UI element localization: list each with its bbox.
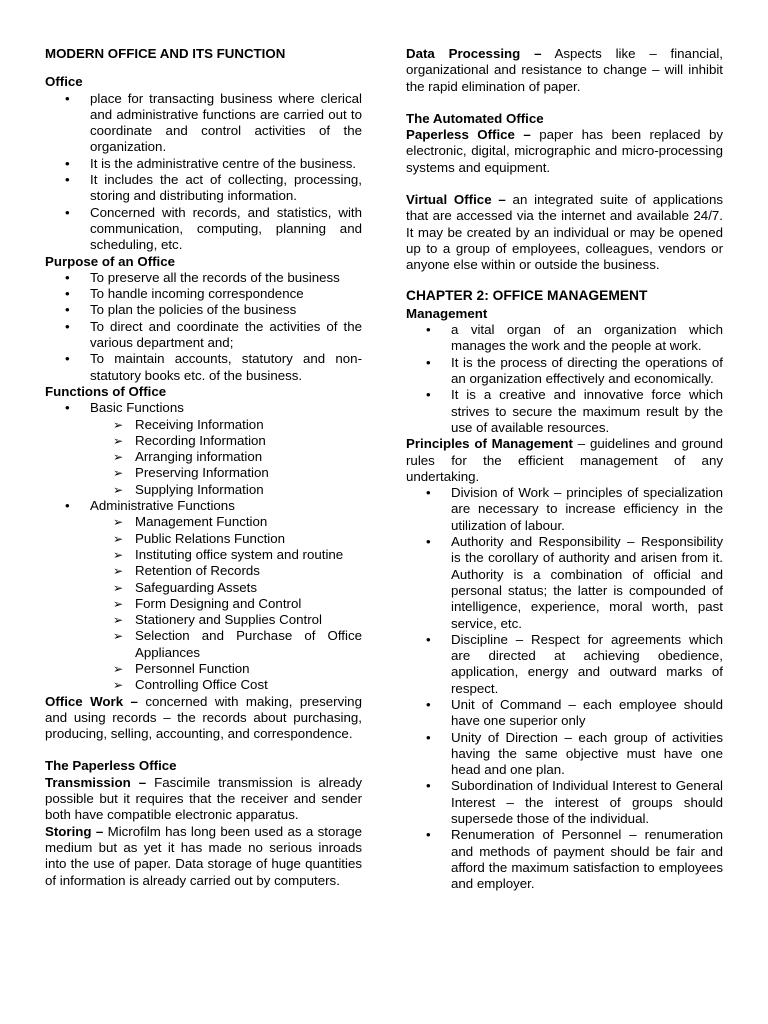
management-list [406, 322, 723, 436]
left-column [45, 46, 362, 889]
list-item: • It is a creative and innovative force which strives to secure the maximum result by the use of available resources. [426, 387, 723, 435]
list-item: • Unity of Direction – each group of activities having the same objective must have one head and one plan. [426, 729, 723, 778]
list-item: • a vital organ of an organization which manages the work and the people at work. [426, 322, 723, 354]
purpose-list [45, 270, 362, 384]
list-item: ➢ Public Relations Function [113, 530, 286, 546]
paperless-heading: The Paperless Office [45, 758, 177, 774]
list-item: ➢ Instituting office system and routine [113, 546, 344, 562]
chapter-heading: CHAPTER 2: OFFICE MANAGEMENT [406, 287, 648, 303]
admin-functions-list [45, 514, 362, 693]
list-item: • It is the process of directing the operations of an organization effectively and economically. [426, 354, 723, 387]
list-item: • Discipline – Respect for agreements which are directed at achieving obedience, application, energy and outward marks of respect. [426, 631, 723, 696]
list-item: • To direct and coordinate the activities of the various department and; [65, 318, 362, 351]
list-item: ➢ Form Designing and Control [113, 595, 302, 611]
list-item: • To preserve all the records of the business [65, 269, 340, 285]
functions-heading: Functions of Office [45, 383, 167, 399]
list-item: ➢ Recording Information [113, 432, 266, 448]
principles-paragraph: Principles of Management – guidelines and ground rules for the efficient management of any undertaking. [406, 436, 723, 484]
list-item: • Authority and Responsibility – Responsibility is the corollary of authority and arisen from it. Authority is a combination of official and personal status; the latter is compounded of intelligence, experience, moral worth, past service, etc. [426, 534, 723, 631]
paperless-office-paragraph: Paperless Office – paper has been replaced by electronic, digital, micrographic and micro-processing systems and equipment. [406, 127, 723, 175]
list-item: • To handle incoming correspondence [65, 286, 304, 302]
list-item: ➢ Preserving Information [113, 465, 269, 481]
list-item: • Administrative Functions ➢ Management Function ➢ Public Relations Function ➢ Instituting office system and routine ➢ Retention of Records ➢ Safeguarding Assets ➢ Form Designing and Control ➢ Stationery and Supplies Control ➢ Selection and Purchase of Office Appliances ➢ Personnel Function ➢ Controlling Office Cost [45, 498, 362, 694]
list-item: • Basic Functions ➢ Receiving Information ➢ Recording Information ➢ Arranging information ➢ Preserving Information ➢ Supplying Information [45, 400, 362, 498]
document-title: MODERN OFFICE AND ITS FUNCTION [45, 46, 286, 61]
list-item: • To plan the policies of the business [65, 302, 297, 318]
list-item: ➢ Management Function [113, 514, 268, 530]
principles-list [406, 485, 723, 892]
transmission-paragraph: Transmission – Fascimile transmission is already possible but it requires that the receiver and sender both have compatible electronic apparatus. [45, 774, 362, 823]
automated-heading: The Automated Office [406, 110, 544, 126]
list-item: ➢ Arranging information [113, 449, 263, 465]
list-item: ➢ Stationery and Supplies Control [113, 612, 323, 628]
right-column [406, 46, 723, 893]
purpose-heading: Purpose of an Office [45, 253, 176, 269]
list-item: ➢ Selection and Purchase of Office Appliances [113, 628, 362, 660]
data-processing-paragraph: Data Processing – Aspects like – financial, organizational and resistance to change – will inhibit the rapid elimination of paper. [406, 46, 723, 94]
list-item: ➢ Receiving Information [113, 416, 264, 432]
basic-functions-list [45, 417, 362, 498]
list-item: • Subordination of Individual Interest to General Interest – the interest of groups should supersede those of the individual. [426, 778, 723, 827]
office-work-paragraph: Office Work – concerned with making, preserving and using records – the records about purchasing, producing, selling, accounting, and correspondence. [45, 693, 362, 742]
list-item: ➢ Safeguarding Assets [113, 579, 257, 595]
management-heading: Management [406, 305, 488, 321]
list-item: ➢ Retention of Records [113, 563, 260, 579]
office-list [45, 91, 362, 254]
list-item: • Division of Work – principles of specialization are necessary to increase efficiency in the utilization of labour. [426, 485, 723, 533]
list-item: • To maintain accounts, statutory and non-statutory books etc. of the business. [65, 351, 362, 383]
storing-paragraph: Storing – Microfilm has long been used as a storage medium but as yet it has made no serious inroads into the use of paper. Data storage of huge quantities of information is already carried out by computers. [45, 823, 362, 888]
list-item: ➢ Supplying Information [113, 481, 264, 497]
list-item: • Concerned with records, and statistics, with communication, computing, planning and scheduling, etc. [65, 204, 362, 253]
list-item: • It includes the act of collecting, processing, storing and distributing information. [65, 172, 362, 204]
functions-list [45, 400, 362, 693]
list-item: • place for transacting business where clerical and administrative functions are carried out to coordinate and control activities of the organization. [65, 90, 362, 155]
list-item: • It is the administrative centre of the business. [65, 155, 357, 171]
list-item: • Renumeration of Personnel – renumeration and methods of payment should be fair and afford the maximum satisfaction to employees and employer. [426, 827, 723, 892]
virtual-office-paragraph: Virtual Office – an integrated suite of applications that are accessed via the internet and available 24/7. It may be created by an individual or may be opened up to a group of employees, colleagues, vendors or anyone else within or outside the business. [406, 192, 723, 273]
list-item: ➢ Controlling Office Cost [113, 677, 268, 693]
office-heading: Office [45, 74, 83, 90]
list-item: ➢ Personnel Function [113, 660, 250, 676]
list-item: • Unit of Command – each employee should have one superior only [426, 696, 723, 729]
